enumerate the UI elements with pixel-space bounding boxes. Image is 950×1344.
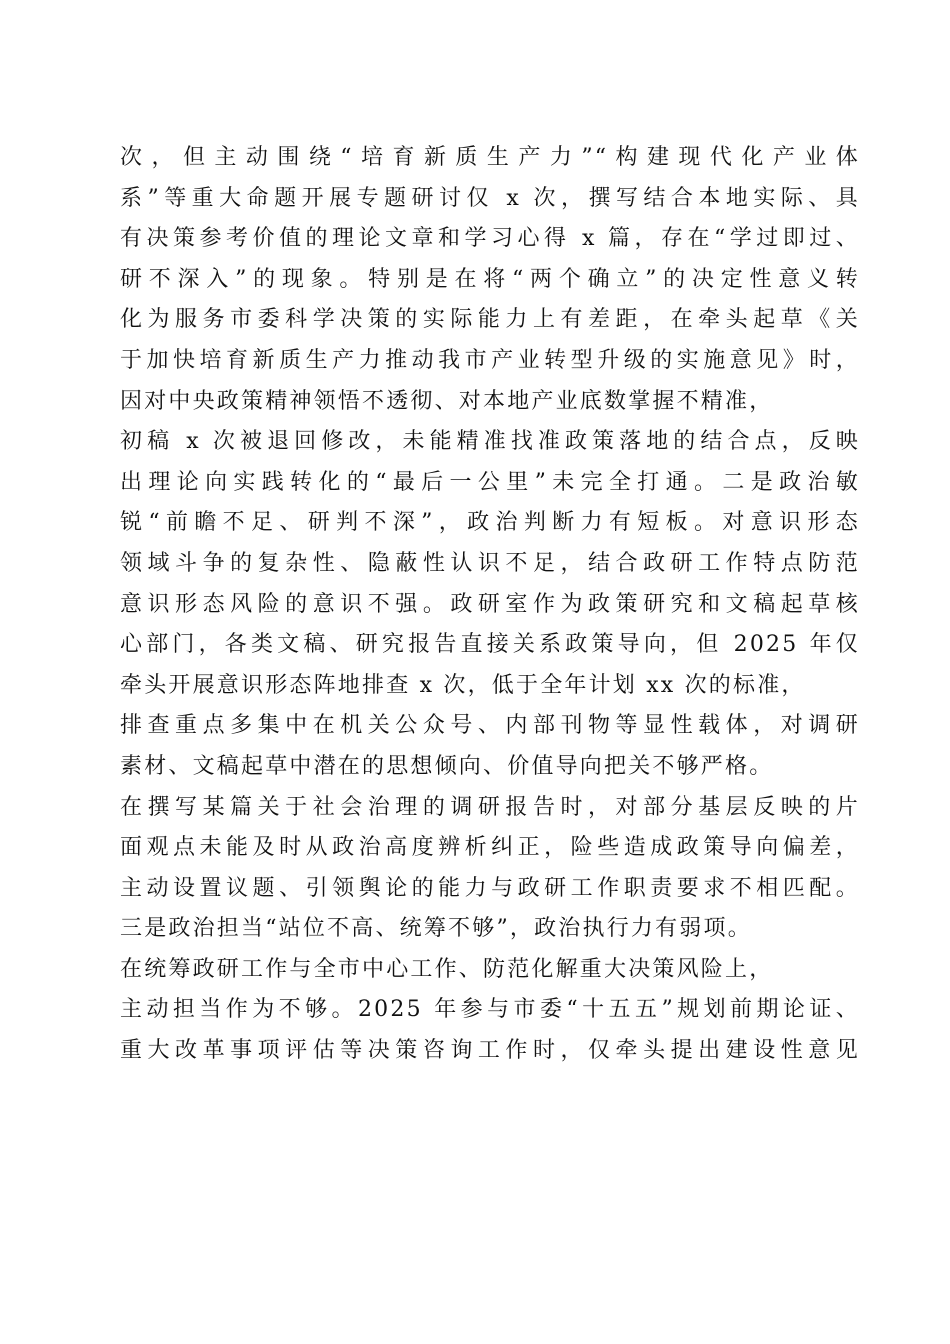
text-line: 系”等重大命题开展专题研讨仅 x 次，撰写结合本地实际、具 bbox=[120, 185, 860, 211]
text-line: 面观点未能及时从政治高度辨析纠正，险些造成政策导向偏差， bbox=[120, 835, 860, 861]
text-line: 研不深入”的现象。特别是在将“两个确立”的决定性意义转 bbox=[120, 266, 860, 292]
text-line: 有决策参考价值的理论文章和学习心得 x 篇，存在“学过即过、 bbox=[120, 226, 860, 252]
text-line: 初稿 x 次被退回修改，未能精准找准政策落地的结合点，反映 bbox=[120, 429, 860, 455]
text-line: 于加快培育新质生产力推动我市产业转型升级的实施意见》时， bbox=[120, 347, 860, 373]
text-line: 素材、文稿起草中潜在的思想倾向、价值导向把关不够严格。 bbox=[120, 753, 774, 779]
body-text bbox=[120, 138, 860, 1072]
text-line: 在撰写某篇关于社会治理的调研报告时，对部分基层反映的片 bbox=[120, 794, 860, 820]
text-line: 锐“前瞻不足、研判不深”，政治判断力有短板。对意识形态 bbox=[120, 510, 860, 536]
text-line: 化为服务市委科学决策的实际能力上有差距，在牵头起草《关 bbox=[120, 307, 860, 333]
text-line: 因对中央政策精神领悟不透彻、对本地产业底数掌握不精准， bbox=[120, 388, 774, 414]
text-line: 三是政治担当“站位不高、统筹不够”，政治执行力有弱项。 bbox=[120, 916, 752, 942]
text-line: 主动设置议题、引领舆论的能力与政研工作职责要求不相匹配。 bbox=[120, 875, 860, 901]
text-line: 在统筹政研工作与全市中心工作、防范化解重大决策风险上， bbox=[120, 956, 774, 982]
text-line: 重大改革事项评估等决策咨询工作时，仅牵头提出建设性意见 bbox=[120, 1038, 860, 1064]
text-line: 领域斗争的复杂性、隐蔽性认识不足，结合政研工作特点防范 bbox=[120, 550, 860, 576]
text-line: 主动担当作为不够。2025 年参与市委“十五五”规划前期论证、 bbox=[120, 997, 860, 1023]
text-line: 牵头开展意识形态阵地排查 x 次，低于全年计划 xx 次的标准， bbox=[120, 672, 806, 698]
text-line: 排查重点多集中在机关公众号、内部刊物等显性载体，对调研 bbox=[120, 713, 860, 739]
text-line: 意识形态风险的意识不强。政研室作为政策研究和文稿起草核 bbox=[120, 591, 860, 617]
text-line: 心部门，各类文稿、研究报告直接关系政策导向，但 2025 年仅 bbox=[120, 632, 860, 658]
text-line: 次，但主动围绕“培育新质生产力”“构建现代化产业体 bbox=[120, 145, 860, 170]
text-line: 出理论向实践转化的“最后一公里”未完全打通。二是政治敏 bbox=[120, 469, 860, 495]
